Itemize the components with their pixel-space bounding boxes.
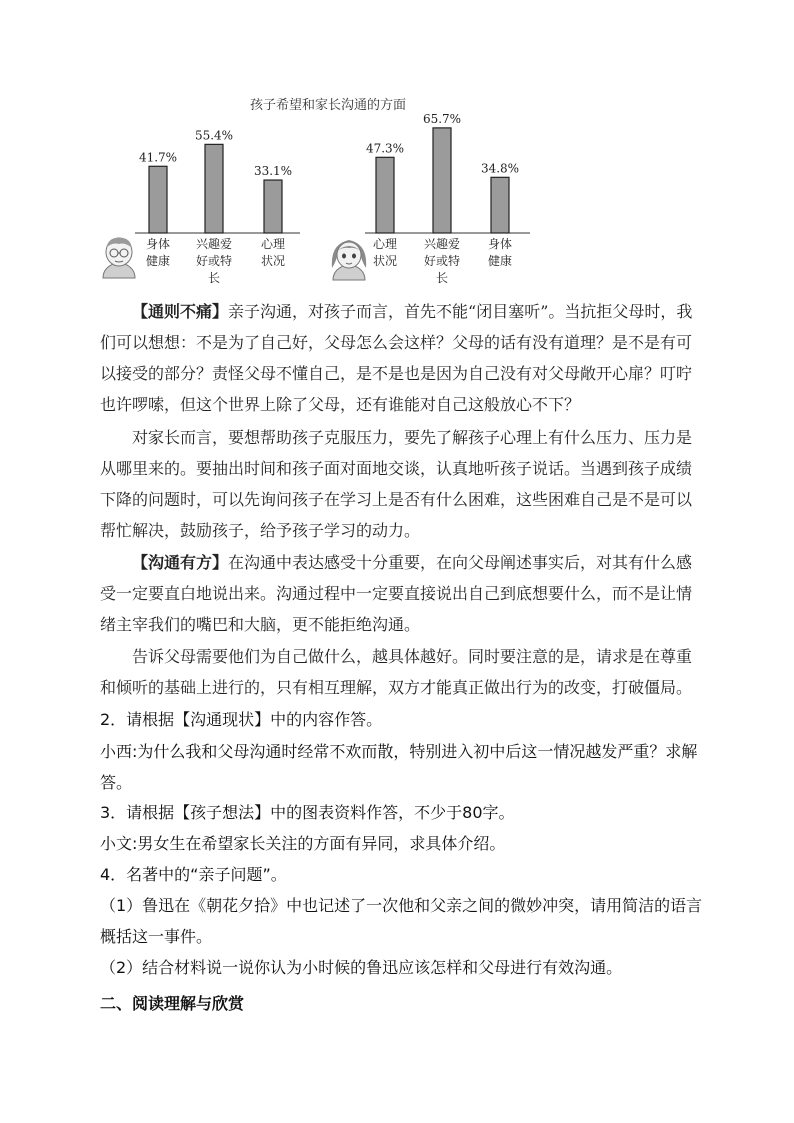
chart-2-category-label-1-line-1: 心理 (372, 237, 398, 251)
question-2-detail: 小西:为什么我和父母沟通时经常不欢而散，特别进入初中后这一情况越发严重？求解答。 (100, 742, 698, 792)
chart-title: 孩子希望和家长沟通的方面 (250, 98, 407, 113)
chart-2-bar-3 (491, 177, 509, 233)
section-title: 二、阅读理解与欣赏 (100, 994, 245, 1013)
chart-1-bar-2 (205, 144, 223, 233)
chart-2-value-label-1: 47.3% (365, 141, 405, 156)
bar-charts (95, 88, 555, 293)
paragraph-4: 告诉父母需要他们为自己做什么，越具体越好。同时要注意的是，请求是在尊重和倾听的基础上进行的，只有相互理解，双方才能真正做出行为的改变，打破僵局。 (100, 647, 693, 697)
paragraph-3-lead: 【沟通有方】 (132, 553, 229, 572)
chart-2-category-label-1-line-2: 状况 (372, 254, 398, 268)
question-4-2: （2）结合材料说一说你认为小时候的鲁迅应该怎样和父母进行有效沟通。 (100, 958, 623, 977)
paragraph-3-text: 在沟通中表达感受十分重要，在向父母阐述事实后，对其有什么感受一定要直白地说出来。沟通过程中一定要直接说出自己到底想要什么，而不是让情绪主宰我们的嘴巴和大脑，更不能拒绝沟通。 (100, 553, 693, 634)
question-3: 3．请根据【孩子想法】中的图表资料作答，不少于80字。 (100, 803, 515, 822)
chart-1-value-label-2: 55.4% (194, 128, 234, 143)
chart-1-category-label-2-line-3: 长 (207, 271, 221, 285)
chart-1-category-label-2-line-1: 兴趣爱 (195, 237, 233, 251)
boy-icon (103, 238, 135, 278)
chart-2-category-label-3-line-1: 身体 (487, 237, 513, 251)
paragraph-1-lead: 【通则不痛】 (132, 302, 229, 321)
paragraph-2: 对家长而言，要想帮助孩子克服压力，要先了解孩子心理上有什么压力、压力是从哪里来的。要抽出时间和孩子面对面地交谈，认真地听孩子说话。当遇到孩子成绩下降的问题时，可以先询问孩子在学习上是否有什么困难，这些困难自己是不是可以帮忙解决，鼓励孩子，给予孩子学习的动力。 (100, 428, 693, 540)
question-3-detail: 小文:男女生在希望家长关注的方面有异同，求具体介绍。 (100, 834, 506, 853)
chart-1-category-label-3-line-1: 心理 (260, 237, 286, 251)
chart-figure (95, 88, 555, 293)
chart-1-bar-3 (264, 180, 282, 233)
chart-2-bar-2 (433, 128, 451, 233)
question-2: 2．请根据【沟通现状】中的内容作答。 (100, 710, 383, 729)
chart-1-category-label-1-line-2: 健康 (145, 254, 171, 268)
paragraph-3 (100, 547, 700, 640)
chart-1-category-label-1-line-1: 身体 (145, 237, 171, 251)
girl-icon (332, 240, 366, 280)
chart-2-category-label-2-line-1: 兴趣爱 (423, 237, 461, 251)
chart-2-value-label-3: 34.8% (480, 161, 520, 176)
chart-2-category-label-2-line-3: 长 (435, 271, 449, 285)
chart-1-value-label-1: 41.7% (138, 150, 178, 165)
question-4: 4．名著中的“亲子问题”。 (100, 865, 287, 884)
paragraph-1-text: 亲子沟通，对孩子而言，首先不能“闭目塞听”。当抗拒父母时，我们可以想想：不是为了自己好，父母怎么会这样？父母的话有没有道理？是不是有可以接受的部分？责怪父母不懂自己，是不是也是因为自己没有对父母敞开心扉？叮咛也许啰嗦，但这个世界上除了父母，还有谁能对自己这般放心不下？ (100, 302, 693, 414)
chart-2-value-label-2: 65.7% (422, 111, 462, 126)
chart-1-category-label-2-line-2: 好或特 (195, 254, 233, 268)
chart-1-category-label-3-line-2: 状况 (260, 254, 286, 268)
chart-1-value-label-3: 33.1% (253, 164, 293, 179)
paragraph-1 (100, 296, 700, 420)
question-4-1: （1）鲁迅在《朝花夕拾》中也记述了一次他和父亲之间的微妙冲突，请用简洁的语言概括这一事件。 (100, 896, 703, 946)
chart-2-category-label-3-line-2: 健康 (487, 254, 513, 268)
chart-1-bar-1 (149, 166, 167, 233)
chart-2-bar-1 (376, 157, 394, 233)
chart-2-category-label-2-line-2: 好或特 (423, 254, 461, 268)
